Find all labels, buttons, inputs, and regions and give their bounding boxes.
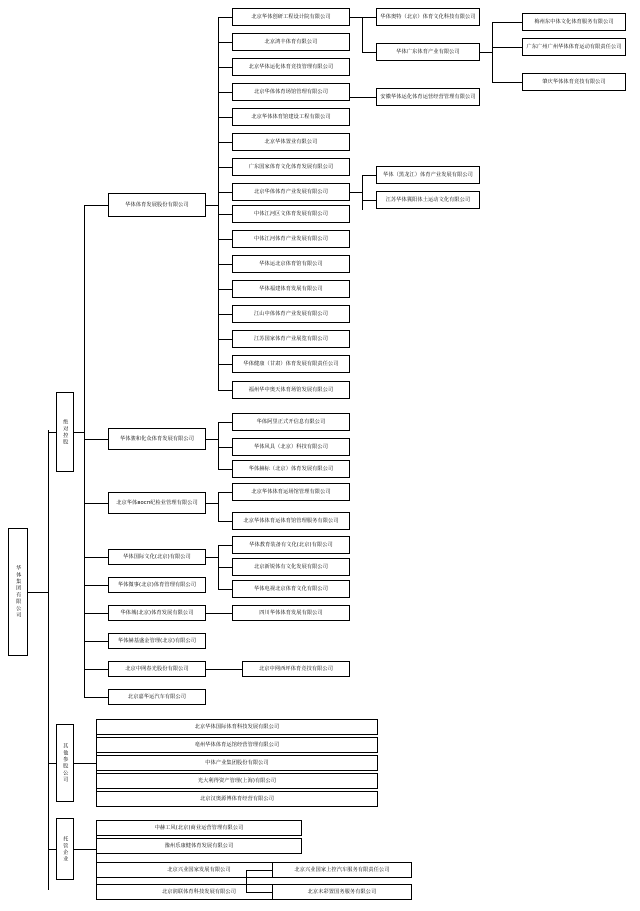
level4-node[interactable]: 江苏华体冀阳体土运动文化有限公司: [376, 191, 480, 209]
connector: [28, 592, 48, 593]
connector: [74, 763, 96, 764]
group-node-trusteeship[interactable]: 托管企业: [56, 818, 74, 880]
trust-node[interactable]: 中赫工风(北京)商业运营管理有限公司: [96, 820, 302, 836]
connector: [218, 545, 232, 546]
connector: [218, 264, 232, 265]
sub-subsidiary-node[interactable]: 华体健康（甘肃）体育发展有限责任公司: [232, 355, 350, 373]
sub-subsidiary-node[interactable]: 北京鸿丰体育有限公司: [232, 33, 350, 51]
sub-subsidiary-node[interactable]: 北京华体体育馆建设工程有限公司: [232, 108, 350, 126]
sub-subsidiary-node[interactable]: 中体江河体育产业发展有限公司: [232, 230, 350, 248]
connector: [84, 697, 108, 698]
level4-node[interactable]: 华体奥特（北京）体育文化科技有限公司: [376, 8, 480, 26]
sub-subsidiary-node[interactable]: 华体福建体育发展有限公司: [232, 280, 350, 298]
associate-node[interactable]: 亳州华体体育运馆经营管理有限公司: [96, 737, 378, 753]
connector: [206, 439, 218, 440]
connector: [84, 557, 108, 558]
associate-node[interactable]: 光大利得资产管理(上海)有限公司: [96, 773, 378, 789]
connector: [218, 521, 232, 522]
level5-node[interactable]: 广东广州广州华体体育运动有限责任公司: [522, 38, 626, 56]
connector: [74, 432, 84, 433]
connector: [362, 200, 376, 201]
connector: [218, 422, 219, 469]
connector: [218, 364, 232, 365]
subsidiary-node[interactable]: 华体赫基盛金管理(北京)有限公司: [108, 633, 206, 649]
connector: [84, 669, 108, 670]
connector: [84, 613, 108, 614]
connector: [362, 17, 376, 18]
level4-node[interactable]: 华体广东体育产业有限公司: [376, 43, 480, 61]
subsidiary-node[interactable]: 北京中网春光股份有限公司: [108, 661, 206, 677]
connector: [84, 205, 108, 206]
trust-child-node[interactable]: 北京兴业国家上控汽车服务有限责任公司: [272, 862, 412, 878]
connector: [218, 422, 232, 423]
group-node-other-shareholding[interactable]: 其他参股公司: [56, 724, 74, 802]
connector: [492, 22, 493, 82]
sub-subsidiary-node[interactable]: 北京华体体育运体育馆管理服务有限公司: [232, 512, 350, 530]
associate-node[interactable]: 中体产业集团股份有限公司: [96, 755, 378, 771]
connector: [492, 82, 522, 83]
connector: [206, 503, 218, 504]
connector: [480, 52, 492, 53]
connector: [218, 447, 232, 448]
connector: [74, 849, 96, 850]
connector: [350, 192, 362, 193]
connector: [218, 17, 232, 18]
connector: [206, 669, 242, 670]
level5-node[interactable]: 肇庆华体体育竞技有限公司: [522, 73, 626, 91]
connector: [218, 390, 232, 391]
sub-subsidiary-node[interactable]: 华体教育装备有文化(北京)有限公司: [232, 536, 350, 554]
connector: [218, 567, 232, 568]
sub-subsidiary-node[interactable]: 北京新锐体有文化发展有限公司: [232, 558, 350, 576]
trust-node[interactable]: 豫州乐康健体育发展有限公司: [96, 838, 302, 854]
connector: [84, 439, 108, 440]
connector: [218, 67, 232, 68]
subsidiary-node[interactable]: 华体城(北京)体育发展有限公司: [108, 605, 206, 621]
subsidiary-node[interactable]: 北京华体восп纪检业管理有限公司: [108, 492, 206, 514]
connector: [218, 92, 232, 93]
sub-subsidiary-node[interactable]: 北京华体体育产业发展有限公司: [232, 183, 350, 201]
sub-subsidiary-node[interactable]: 北京华体体育运场馆管理有限公司: [232, 483, 350, 501]
connector: [218, 239, 232, 240]
level4-node[interactable]: 华体（黑龙江）体育产业发展有限公司: [376, 166, 480, 184]
group-node-absolute-control[interactable]: 绝对控股: [56, 392, 74, 472]
root-node[interactable]: 华体集团有限公司: [8, 528, 28, 656]
connector: [362, 175, 363, 210]
connector: [218, 589, 232, 590]
sub-subsidiary-node[interactable]: 华体赫标（北京）体育发展有限公司: [232, 460, 350, 478]
level5-node[interactable]: 梅州东中体文化体育服务有限公司: [522, 13, 626, 31]
connector: [362, 52, 376, 53]
connector: [218, 214, 232, 215]
connector: [362, 175, 376, 176]
sub-subsidiary-node[interactable]: 福州华中奥天体育场馆发展有限公司: [232, 381, 350, 399]
connector: [350, 17, 362, 18]
level4-node[interactable]: 安徽华体运化体育运营经营管理有限公司: [376, 88, 480, 106]
subsidiary-node[interactable]: 华体体育发展股份有限公司: [108, 193, 206, 217]
sub-subsidiary-node[interactable]: 北京华体置业有限公司: [232, 133, 350, 151]
connector: [48, 763, 56, 764]
subsidiary-node[interactable]: 华体国际文化(北京)有限公司: [108, 549, 206, 565]
sub-subsidiary-node[interactable]: 江苏国家体育产业展览有限公司: [232, 330, 350, 348]
trust-node[interactable]: 北京润联体育科技发展有限公司: [96, 884, 302, 900]
connector: [246, 870, 272, 871]
connector: [218, 492, 232, 493]
sub-subsidiary-node[interactable]: 四川华体体育发展有限公司: [232, 605, 350, 621]
sub-subsidiary-node[interactable]: 北京中网西坪体育竞技有限公司: [242, 661, 350, 677]
connector: [206, 613, 232, 614]
connector: [84, 641, 108, 642]
connector: [218, 18, 219, 390]
associate-node[interactable]: 北京汉奥源博体育经营有限公司: [96, 791, 378, 807]
connector: [492, 47, 522, 48]
connector: [218, 339, 232, 340]
connector: [246, 870, 247, 892]
sub-subsidiary-node[interactable]: 中体江河区文体育发展有限公司: [232, 205, 350, 223]
connector: [218, 314, 232, 315]
connector: [84, 205, 85, 697]
connector: [362, 17, 363, 52]
sub-subsidiary-node[interactable]: 华体阿里正式开信息有限公司: [232, 413, 350, 431]
connector: [84, 585, 108, 586]
connector: [218, 192, 232, 193]
connector: [206, 205, 218, 206]
connector: [206, 557, 218, 558]
connector: [246, 892, 272, 893]
sub-subsidiary-node[interactable]: 广东国家体育文化体育发展有限公司: [232, 158, 350, 176]
connector: [218, 469, 232, 470]
sub-subsidiary-node[interactable]: 华体运北京体育馆有限公司: [232, 255, 350, 273]
connector: [218, 167, 232, 168]
subsidiary-node[interactable]: 北京嘉华运汽车有限公司: [108, 689, 206, 705]
connector: [48, 432, 56, 433]
connector: [218, 142, 232, 143]
sub-subsidiary-node[interactable]: 北京华体运化体育竞技管理有限公司: [232, 58, 350, 76]
subsidiary-node[interactable]: 华体微事(北京)体育管理有限公司: [108, 577, 206, 593]
connector: [218, 289, 232, 290]
associate-node[interactable]: 北京华体国际体育科技发展有限公司: [96, 719, 378, 735]
trust-child-node[interactable]: 北京未彩置国务服务有限公司: [272, 884, 412, 900]
connector: [48, 430, 49, 890]
sub-subsidiary-node[interactable]: 华体风具（北京）科技有限公司: [232, 438, 350, 456]
sub-subsidiary-node[interactable]: 江山中体体育产业发展有限公司: [232, 305, 350, 323]
connector: [492, 22, 522, 23]
sub-subsidiary-node[interactable]: 华体电视北京体育文化有限公司: [232, 580, 350, 598]
sub-subsidiary-node[interactable]: 北京华体创研工程设计院有限公司: [232, 8, 350, 26]
connector: [350, 97, 376, 98]
connector: [218, 492, 219, 522]
trust-node[interactable]: 北京兴业国家发展有限公司: [96, 862, 302, 878]
connector: [84, 503, 108, 504]
sub-subsidiary-node[interactable]: 北京华体体育场馆管理有限公司: [232, 83, 350, 101]
connector: [48, 849, 56, 850]
connector: [218, 117, 232, 118]
subsidiary-node[interactable]: 华体骏和化众体育发展有限公司: [108, 428, 206, 450]
connector: [218, 42, 232, 43]
